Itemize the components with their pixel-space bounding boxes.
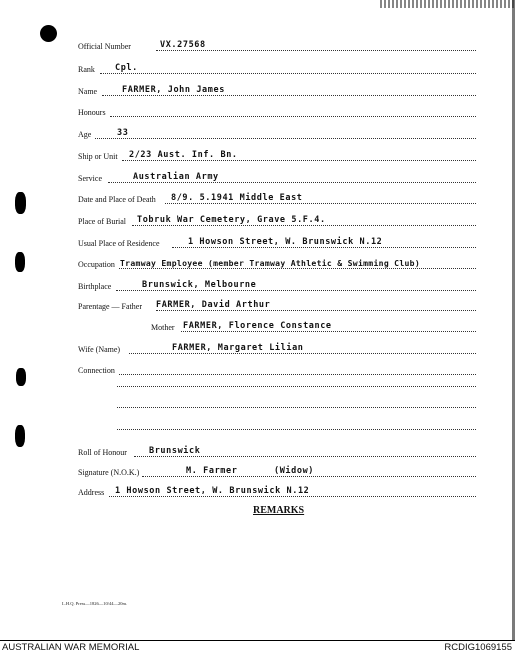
dotted-line: [134, 456, 476, 457]
field-ship-or-unit: [78, 148, 478, 164]
footer-record-id: RCDIG1069155: [444, 642, 512, 653]
dotted-line: [172, 247, 476, 248]
dotted-line: [132, 225, 476, 226]
label-residence: Usual Place of Residence: [78, 239, 160, 248]
value-mother: FARMER, Florence Constance: [183, 321, 332, 331]
field-age: [78, 126, 478, 142]
dotted-line: [129, 353, 476, 354]
label-roll-of-honour: Roll of Honour: [78, 448, 127, 457]
value-age: 33: [117, 128, 129, 138]
value-official-number: VX.27568: [160, 40, 206, 50]
field-mother: [78, 319, 478, 335]
label-ship-or-unit: Ship or Unit: [78, 152, 118, 161]
label-rank: Rank: [78, 65, 95, 74]
archive-footer: [0, 640, 515, 655]
field-official-number: [78, 38, 478, 54]
label-service: Service: [78, 174, 102, 183]
field-signature: [78, 464, 478, 480]
label-address: Address: [78, 488, 105, 497]
remarks-heading: REMARKS: [253, 505, 305, 516]
dotted-line: [156, 310, 476, 311]
label-burial: Place of Burial: [78, 217, 126, 226]
dotted-line: [119, 268, 476, 269]
dotted-line: [116, 290, 476, 291]
value-death: 8/9. 5.1941 Middle East: [171, 193, 303, 203]
field-wife: [78, 341, 478, 357]
punch-hole-mark: [16, 368, 26, 386]
label-wife: Wife (Name): [78, 345, 121, 354]
field-service: [78, 170, 478, 186]
field-connection: [78, 362, 478, 378]
connection-blank-line: [117, 386, 476, 387]
field-birthplace: [78, 278, 478, 294]
value-ship-or-unit: 2/23 Aust. Inf. Bn.: [129, 150, 238, 160]
value-signature-relation: (Widow): [274, 466, 315, 476]
label-age: Age: [78, 130, 92, 139]
label-birthplace: Birthplace: [78, 282, 112, 291]
label-occupation: Occupation: [78, 260, 115, 269]
scan-edge-top: [380, 0, 515, 8]
dotted-line: [119, 374, 476, 375]
punch-hole-top: [40, 25, 57, 42]
label-mother: Mother: [151, 323, 175, 332]
value-father: FARMER, David Arthur: [156, 300, 271, 310]
dotted-line: [108, 182, 476, 183]
field-occupation: [78, 256, 488, 272]
value-rank: Cpl.: [115, 63, 138, 73]
label-father: Parentage — Father: [78, 302, 142, 311]
field-residence: [78, 235, 478, 251]
label-official-number: Official Number: [78, 42, 131, 51]
field-roll-of-honour: [78, 444, 478, 460]
field-name: [78, 83, 478, 99]
dotted-line: [156, 50, 476, 51]
label-death: Date and Place of Death: [78, 195, 156, 204]
value-address: 1 Howson Street, W. Brunswick N.12: [115, 486, 310, 496]
punch-hole-mark: [15, 192, 26, 214]
value-birthplace: Brunswick, Melbourne: [142, 280, 257, 290]
dotted-line: [95, 138, 476, 139]
dotted-line: [110, 116, 476, 117]
field-rank: [78, 61, 478, 77]
value-name: FARMER, John James: [122, 85, 225, 95]
label-name: Name: [78, 87, 98, 96]
dotted-line: [122, 160, 476, 161]
label-connection: Connection: [78, 366, 115, 375]
field-honours: [78, 104, 478, 120]
value-signature: M. Farmer: [186, 466, 238, 476]
punch-hole-mark: [15, 252, 25, 272]
value-wife: FARMER, Margaret Lilian: [172, 343, 304, 353]
dotted-line: [142, 476, 476, 477]
field-father: [78, 298, 478, 314]
label-honours: Honours: [78, 108, 106, 117]
printer-imprint: L.H.Q. Press—1826—10/44—20m.: [62, 601, 128, 606]
value-service: Australian Army: [133, 172, 219, 182]
field-address: [78, 484, 478, 500]
field-death: [78, 191, 478, 207]
dotted-line: [181, 331, 476, 332]
connection-blank-line: [117, 407, 476, 408]
footer-institution: AUSTRALIAN WAR MEMORIAL: [2, 642, 140, 653]
punch-hole-mark: [15, 425, 25, 447]
value-residence: 1 Howson Street, W. Brunswick N.12: [188, 237, 383, 247]
dotted-line: [102, 95, 476, 96]
label-signature: Signature (N.O.K.): [78, 468, 140, 477]
field-burial: [78, 213, 478, 229]
value-burial: Tobruk War Cemetery, Grave 5.F.4.: [137, 215, 326, 225]
value-roll-of-honour: Brunswick: [149, 446, 201, 456]
dotted-line: [109, 496, 476, 497]
value-occupation: Tramway Employee (member Tramway Athletic & Swimming Club): [120, 258, 421, 268]
dotted-line: [165, 203, 476, 204]
connection-blank-line: [117, 429, 476, 430]
dotted-line: [100, 73, 476, 74]
